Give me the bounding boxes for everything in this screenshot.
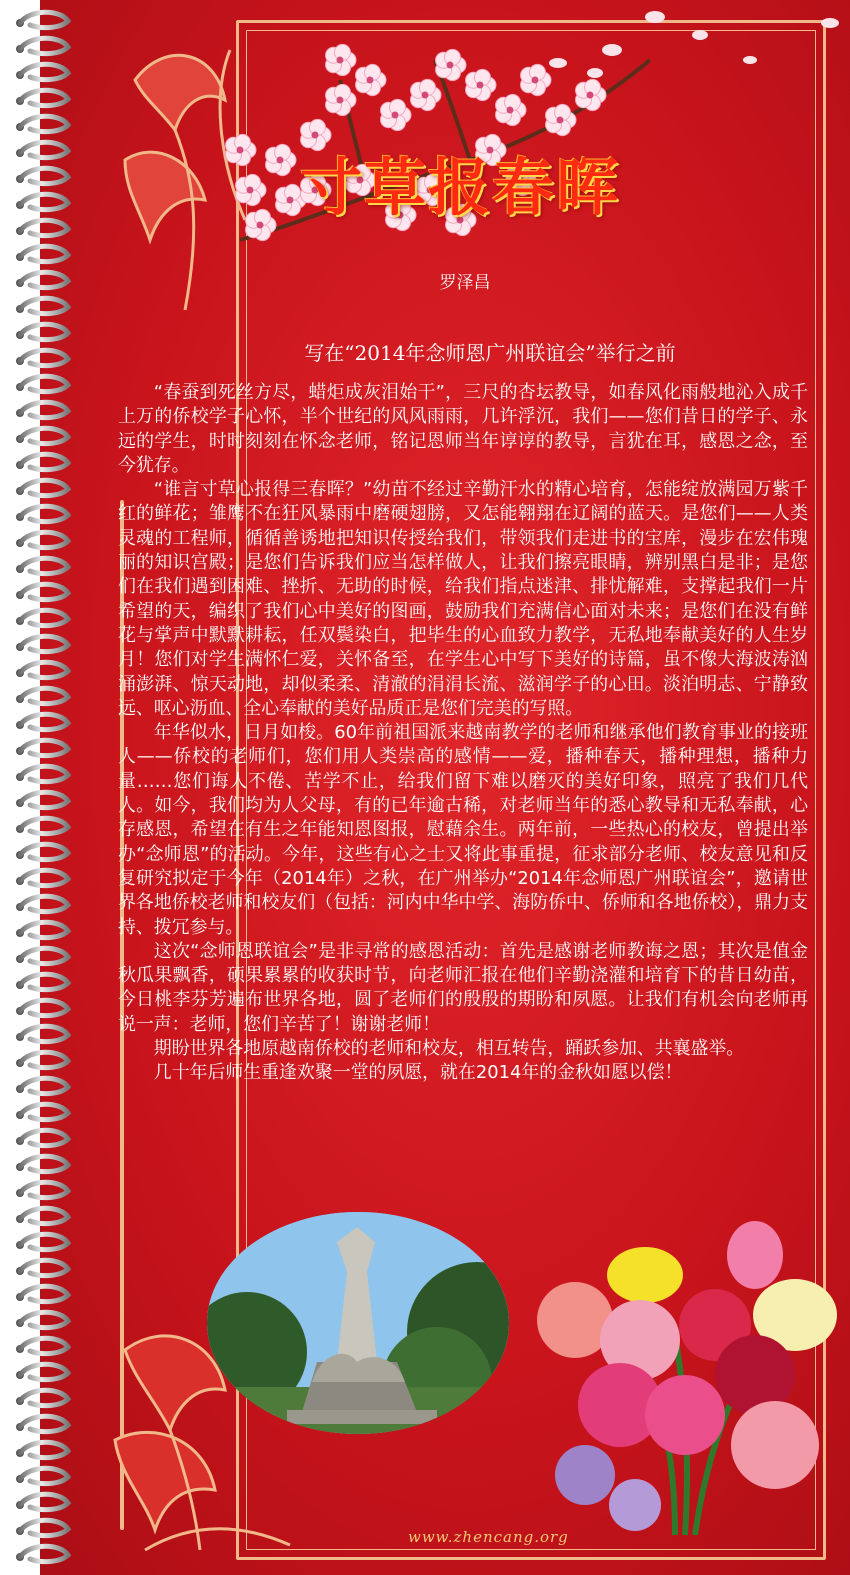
five-goat-statue-photo-icon: [207, 1212, 509, 1434]
author-name: 罗泽昌: [439, 273, 491, 293]
subtitle: 写在“2014年念师恩广州联谊会”举行之前: [304, 341, 676, 365]
falling-petals-icon: [500, 5, 850, 95]
paragraph: “春蚕到死丝方尽，蜡炬成灰泪始干”，三尺的杏坛教导，如春风化雨般地沁入成千上万的侨校学子心怀，半个世纪的风风雨雨，几许浮沉，我们——您们昔日的学子、永远的学生，时时刻刻在怀念老师，铭记恩师当年谆谆的教导，言犹在耳，感恩之念，至今犹存。: [118, 382, 808, 476]
spiral-binding-icon: [0, 0, 110, 1575]
paragraph: 期盼世界各地原越南侨校的老师和校友，相互转告，踊跃参加、共襄盛举。: [153, 1038, 745, 1060]
paragraph: 这次“念师恩联谊会”是非寻常的感恩活动：首先是感谢老师教诲之恩；其次是值金秋瓜果飘香，硕果累累的收获时节，向老师汇报在他们辛勤浇灌和培育下的昔日幼苗，今日桃李芬芳遍布世界各地，圆了老师们的殷殷的期盼和夙愿。让我们有机会向老师再说一声：老师，您们辛苦了！谢谢老师！: [118, 940, 808, 1035]
article-body: [118, 381, 808, 1086]
page-title: 寸草报春晖: [300, 151, 621, 224]
paragraph: 年华似水，日月如梭。60年前祖国派来越南教学的老师和继承他们教育事业的接班人——侨校的老师们，您们用人类崇高的感情——爱，播种春天，播种理想，播种力量……您们诲人不倦、苦学不止，给我们留下难以磨灭的美好印象，照亮了我们几代人。如今，我们均为人父母，有的已年逾古稀，对老师当年的悉心教导和无私奉献，心存感恩，希望在有生之年能知恩图报，慰藉余生。两年前，一些热心的校友，曾提出举办“念师恩”的活动。今年，这些有心之士又将此事重提，征求部分老师、校友意见和反复研究拟定于今年（2014年）之秋，在广州举办“2014年念师恩广州联谊会”，邀请世界各地侨校老师和校友们（包括：河内中华中学、海防侨中、侨师和各地侨校），鼎力支持、拨冗参与。: [118, 722, 808, 938]
paragraph: 几十年后师生重逢欢聚一堂的夙愿，就在2014年的金秋如愿以偿！: [153, 1062, 683, 1084]
flower-bouquet-icon: [525, 1215, 850, 1540]
website-url[interactable]: www.zhencang.org: [408, 1528, 569, 1546]
paragraph: “谁言寸草心报得三春晖？”幼苗不经过辛勤汗水的精心培育，怎能绽放满园万紫千红的鲜花；雏鹰不在狂风暴雨中磨硬翅膀，又怎能翱翔在辽阔的蓝天。是您们——人类灵魂的工程师，循循善诱地把知识传授给我们，带领我们走进书的宝库，漫步在宏伟瑰丽的知识宫殿；是您们告诉我们应当怎样做人，让我们擦亮眼睛，辨别黑白是非；是您们在我们遇到困难、挫折、无助的时候，给我们指点迷津、排忧解难，支撑起我们一片希望的天，编织了我们心中美好的图画，鼓励我们充满信心面对未来；是您们在没有鲜花与掌声中默默耕耘，任双鬓染白，把毕生的心血致力教学，无私地奉献美好的人生岁月！您们对学生满怀仁爱，关怀备至，在学生心中写下美好的诗篇，虽不像大海波涛汹涌澎湃、惊天动地，却似柔柔、清澈的涓涓长流、滋润学子的心田。淡泊明志、宁静致远、呕心沥血、全心奉献的美好品质正是您们完美的写照。: [118, 479, 808, 719]
